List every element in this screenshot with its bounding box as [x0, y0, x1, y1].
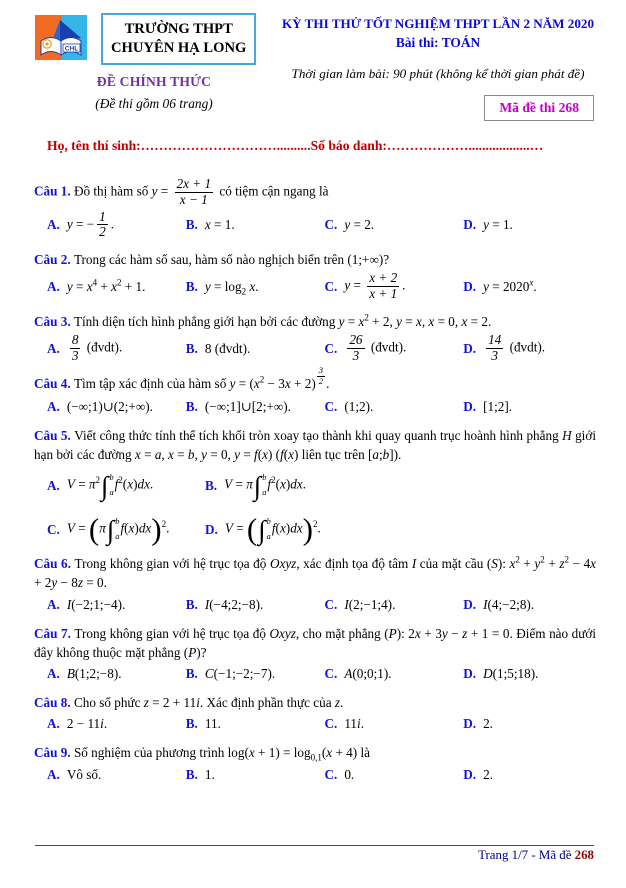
- options: [47, 271, 596, 302]
- option-letter: B.: [185, 278, 198, 294]
- option-letter: B.: [185, 217, 198, 233]
- option-letter: B.: [185, 398, 198, 414]
- option-letter: B.: [185, 766, 198, 782]
- option-letter: A.: [47, 766, 60, 782]
- option-letter: D.: [463, 766, 477, 782]
- option-letter: A.: [47, 478, 60, 494]
- option-letter: A.: [47, 666, 60, 681]
- option-C: [325, 664, 458, 683]
- footer-exam-code: 268: [574, 848, 594, 862]
- option-C: [325, 271, 458, 302]
- page-header: [34, 13, 596, 121]
- option-letter: A.: [47, 278, 60, 294]
- option-B: [186, 595, 319, 614]
- option-content: 11.: [204, 716, 221, 732]
- option-content: 2 − 11i.: [66, 716, 108, 732]
- option-A: [47, 210, 180, 241]
- student-id-label: Số báo danh:: [310, 138, 387, 153]
- option-content: [1;2].: [483, 398, 513, 414]
- option-letter: D.: [463, 398, 477, 414]
- exam-code-box: Mã đề thi 268: [484, 95, 594, 121]
- option-content: $y = x^4 + x^2 + 1$.: [66, 277, 146, 294]
- option-letter: C.: [324, 716, 338, 732]
- option-letter: B.: [185, 596, 198, 612]
- option-content: V = (π ∫ b a f(x)dx)$^2$.: [66, 511, 170, 547]
- option-letter: C.: [324, 666, 338, 681]
- exam-subject: Bài thi: TOÁN: [395, 35, 481, 50]
- question-number: Câu 7.: [34, 625, 75, 641]
- question-1: [34, 177, 596, 240]
- option-content: I(4;−2;8).: [483, 596, 535, 612]
- option-content: y = 2.: [344, 217, 375, 233]
- option-C: [325, 215, 458, 234]
- option-letter: C.: [324, 217, 338, 233]
- option-content: I(−2;1;−4).: [66, 596, 126, 612]
- options: [47, 470, 596, 547]
- option-letter: B.: [205, 478, 218, 494]
- option-content: y = 1.: [483, 217, 513, 233]
- official-exam-label: ĐỀ CHÍNH THỨC: [96, 74, 212, 89]
- question-6: [34, 554, 596, 613]
- option-content: y = $\frac{x + 2}{x + 1}$ .: [344, 270, 406, 302]
- school-name-box: [101, 13, 256, 65]
- footer-page-label: Trang 1/7 - Mã đề: [478, 848, 575, 862]
- school-identity: [34, 13, 274, 65]
- question-7: [34, 624, 596, 683]
- header-right-column: [278, 13, 598, 121]
- option-content: (1;2).: [344, 398, 374, 414]
- option-C: [325, 397, 458, 416]
- page-footer: [35, 845, 594, 863]
- option-letter: A.: [47, 596, 60, 612]
- question-stem: Câu 9. Số nghiệm của phương trình $\log(x + 1) = \log_{0,1}(x + 4)$ là: [34, 745, 370, 764]
- student-info-line: [47, 138, 596, 154]
- question-2: [34, 250, 596, 302]
- option-content: (−∞;1)∪(2;+∞).: [66, 398, 153, 414]
- option-B: [186, 397, 319, 416]
- option-B: [186, 215, 319, 234]
- integral-sign: ∫ b a: [253, 470, 267, 501]
- option-content: $\frac{26}{3}$ (đvdt).: [349, 331, 407, 363]
- options: [47, 397, 596, 416]
- option-C: [325, 595, 458, 614]
- option-content: A(0;0;1).: [344, 666, 392, 681]
- option-A: [47, 664, 180, 683]
- options: [47, 765, 596, 784]
- option-A: [47, 714, 180, 733]
- option-content: Vô số.: [66, 766, 102, 782]
- option-A: [47, 397, 180, 416]
- integral-sign: ∫ b a: [106, 514, 120, 545]
- option-letter: D.: [205, 522, 218, 538]
- option-B: [186, 664, 319, 683]
- math-fraction: $\frac{3}{2}$: [318, 365, 324, 386]
- student-name-label: Họ, tên thí sinh:: [47, 138, 141, 153]
- option-content: $y = 2020^x$.: [483, 277, 537, 294]
- option-letter: C.: [324, 766, 338, 782]
- option-D: [463, 664, 596, 683]
- option-B: [186, 714, 319, 733]
- option-content: V = ( ∫ b a f(x)dx)$^2$.: [224, 511, 321, 547]
- question-number: Câu 3.: [34, 313, 74, 329]
- option-content: 2.: [483, 766, 493, 782]
- question-4: [34, 365, 596, 416]
- option-content: 11i.: [344, 716, 364, 732]
- math-fraction: $\frac{x + 2}{x + 1}$: [369, 270, 398, 302]
- question-number: Câu 9.: [34, 745, 74, 761]
- option-A: [47, 277, 180, 296]
- math-fraction: $\frac{1}{2}$: [99, 208, 106, 240]
- option-letter: C.: [324, 340, 338, 356]
- option-letter: B.: [185, 340, 198, 356]
- integral-sign: ∫ b a: [101, 470, 114, 501]
- option-A: [47, 765, 180, 784]
- option-content: C(−1;−2;−7).: [204, 666, 276, 681]
- option-content: x = 1.: [204, 217, 235, 233]
- option-B: [186, 765, 319, 784]
- option-content: 2.: [483, 716, 493, 732]
- exam-title: KỲ THI THỬ TỐT NGHIỆM THPT LẦN 2 NĂM 2020: [282, 16, 594, 31]
- options: [47, 595, 596, 614]
- options: [47, 664, 596, 683]
- math-fraction: $\frac{26}{3}$: [349, 331, 363, 363]
- option-D: [205, 511, 596, 547]
- question-number: Câu 5.: [34, 428, 75, 444]
- integral-sign: ∫ b a: [258, 514, 271, 545]
- option-A: [47, 333, 180, 364]
- footer-page-info: [35, 848, 594, 863]
- option-D: [463, 215, 596, 234]
- question-3: [34, 312, 596, 364]
- option-content: 0.: [344, 766, 355, 782]
- option-letter: A.: [47, 217, 60, 233]
- question-8: [34, 693, 596, 733]
- question-stem: Câu 4. Tìm tập xác định của hàm số $y = (x^2 - 3x + 2)$ $\frac{3}{2}$ .: [34, 365, 330, 391]
- question-stem: Câu 1. Đồ thị hàm số y = $\frac{2x + 1}{x - 1}$ có tiệm cận ngang là: [34, 176, 329, 207]
- option-C: [47, 511, 199, 547]
- student-name-dots: …………………………..........: [140, 138, 311, 153]
- questions: [34, 177, 596, 784]
- option-letter: B.: [185, 666, 198, 681]
- option-B: [186, 339, 319, 358]
- footer-divider: [35, 845, 594, 846]
- option-letter: A.: [47, 398, 60, 414]
- option-D: [463, 277, 596, 296]
- school-logo-icon: [34, 14, 88, 65]
- option-letter: D.: [463, 596, 477, 612]
- question-number: Câu 2.: [34, 252, 74, 268]
- question-stem: Câu 5. Viết công thức tính thể tích khối tròn xoay tạo thành khi quay quanh trục hoành hình phẳng H giới hạn bởi các đường x = a, x = b, y = 0, y = f(x) (f(x) liên tục trên [a;b]).: [34, 428, 596, 463]
- option-letter: C.: [47, 522, 60, 538]
- question-stem: Câu 7. Trong không gian với hệ trục tọa độ Oxyz, cho mặt phẳng (P): 2x + 3y − z + 1 = 0. Điểm nào dưới đây không thuộc mặt phẳng (P)?: [34, 625, 597, 660]
- header-left-column: [34, 13, 274, 112]
- svg-text:CHL: CHL: [64, 45, 79, 53]
- option-letter: C.: [324, 278, 338, 294]
- question-stem: Câu 6. Trong không gian với hệ trục tọa độ Oxyz, xác định tọa độ tâm I của mặt cầu (S): $x^2 + y^2 + z^2 - 4x + 2y - 8z = 0$.: [34, 554, 597, 591]
- option-content: (−∞;1]∪[2;+∞).: [204, 398, 291, 414]
- option-C: [325, 765, 458, 784]
- option-letter: C.: [324, 398, 338, 414]
- option-C: [325, 333, 458, 364]
- option-C: [325, 714, 458, 733]
- duration-note: Thời gian làm bài: 90 phút (không kể thời gian phát đề): [291, 66, 585, 81]
- option-letter: A.: [47, 716, 60, 732]
- question-9: [34, 743, 596, 783]
- school-name-line1: TRƯỜNG THPT: [124, 21, 233, 38]
- options: [47, 333, 596, 364]
- options: [47, 210, 596, 241]
- option-letter: D.: [463, 716, 477, 732]
- option-B: [186, 277, 319, 296]
- option-content: D(1;5;18).: [483, 666, 539, 681]
- option-D: [463, 333, 596, 364]
- option-D: [463, 765, 596, 784]
- option-content: 8 (đvdt).: [204, 340, 251, 356]
- option-content: V = π ∫ b a $f^2(x)dx$.: [224, 470, 306, 501]
- option-content: $\frac{14}{3}$ (đvdt).: [488, 331, 546, 363]
- question-stem: Câu 3. Tính diện tích hình phẳng giới hạn bởi các đường $y = x^2 + 2$, y = x, x = 0, x = 2.: [34, 312, 492, 329]
- option-content: $\frac{8}{3}$ (đvdt).: [71, 331, 123, 363]
- option-B: [205, 471, 596, 500]
- option-A: [47, 595, 180, 614]
- option-content: 1.: [204, 766, 215, 782]
- option-D: [463, 714, 596, 733]
- options: [47, 714, 596, 733]
- option-content: $V = \pi^2$ ∫ b a $f^2(x)dx$.: [66, 470, 154, 501]
- option-content: y = − $\frac{1}{2}$ .: [66, 208, 115, 240]
- option-letter: A.: [47, 340, 60, 356]
- option-content: $y = \log_2 x$.: [204, 278, 259, 297]
- math-fraction: $\frac{14}{3}$: [488, 331, 502, 363]
- option-letter: D.: [463, 278, 477, 294]
- option-D: [463, 397, 596, 416]
- option-letter: C.: [324, 596, 338, 612]
- question-number: Câu 6.: [34, 556, 75, 572]
- school-name-line2: CHUYÊN HẠ LONG: [111, 40, 247, 56]
- question-stem: Câu 2. Trong các hàm số sau, hàm số nào nghịch biến trên (1;+∞)?: [34, 252, 390, 268]
- option-A: [47, 471, 199, 500]
- question-5: [34, 426, 596, 547]
- pages-note: (Đề thi gồm 06 trang): [95, 96, 213, 111]
- question-number: Câu 8.: [34, 695, 74, 711]
- option-content: I(−4;2;−8).: [204, 596, 264, 612]
- student-id-dots: ………………..................…: [386, 138, 544, 153]
- question-number: Câu 4.: [34, 375, 74, 391]
- math-fraction: $\frac{8}{3}$: [71, 331, 79, 363]
- option-letter: D.: [463, 666, 477, 681]
- option-content: B(1;2;−8).: [66, 666, 122, 681]
- question-number: Câu 1.: [34, 183, 74, 199]
- question-stem: Câu 8. Cho số phức z = 2 + 11i. Xác định phần thực của z.: [34, 695, 344, 711]
- option-D: [463, 595, 596, 614]
- option-content: I(2;−1;4).: [344, 596, 396, 612]
- option-letter: B.: [185, 716, 198, 732]
- option-letter: D.: [463, 340, 477, 356]
- option-letter: D.: [463, 217, 477, 233]
- math-fraction: $\frac{2x + 1}{x - 1}$: [176, 176, 212, 207]
